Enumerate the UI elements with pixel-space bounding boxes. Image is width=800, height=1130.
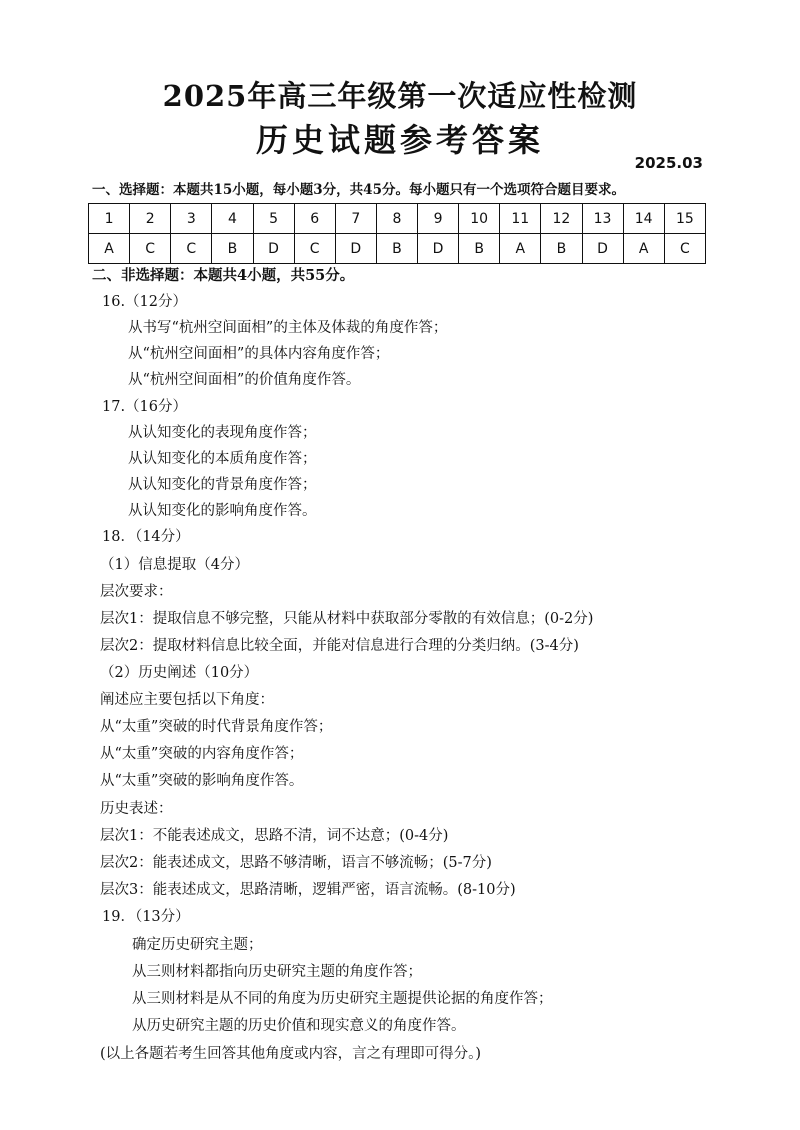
question-number-cell: 3 [171,204,212,234]
answer-cell: A [623,234,664,264]
question-number-cell: 7 [335,204,376,234]
answer-cell: D [335,234,376,264]
q18-expression-level: 层次2：能表述成文，思路不够清晰，语言不够流畅；(5-7分) [100,855,492,871]
question-number-cell: 11 [500,204,541,234]
question-number-row [89,204,706,234]
document-title: 历史试题参考答案 [255,121,544,159]
answer-cell: B [541,234,582,264]
q18-label: 18．（14分） [102,529,190,545]
question-number-cell: 2 [130,204,171,234]
q18-expression-level: 层次3：能表述成文，思路清晰，逻辑严密，语言流畅。(8-10分) [100,882,516,898]
answer-cell: C [171,234,212,264]
multiple-choice-answer-table [88,203,706,264]
q18-part1-level: 层次2：提取材料信息比较全面，并能对信息进行合理的分类归纳。(3-4分) [100,638,579,654]
q18-part1-label: （1）信息提取（4分） [100,557,249,573]
q18-part2-line: 从“太重”突破的影响角度作答。 [100,773,304,789]
q16-line: 从书写“杭州空间面相”的主体及体裁的角度作答； [128,320,448,336]
question-number-cell: 12 [541,204,582,234]
question-number-cell: 6 [294,204,335,234]
q18-part1-level: 层次1：提取信息不够完整，只能从材料中获取部分零散的有效信息；(0-2分) [100,611,594,627]
question-number-cell: 1 [89,204,130,234]
question-number-cell: 13 [582,204,623,234]
question-number-cell: 15 [664,204,705,234]
q19-line: 从三则材料都指向历史研究主题的角度作答； [132,964,422,980]
q19-line: 确定历史研究主题； [132,937,263,953]
question-number-cell: 14 [623,204,664,234]
answer-cell: B [459,234,500,264]
exam-title: 2025年高三年级第一次适应性检测 [162,79,638,113]
exam-date: 2025.03 [634,154,703,172]
q17-line: 从认知变化的影响角度作答。 [128,503,317,519]
question-number-cell: 8 [376,204,417,234]
answer-cell: C [130,234,171,264]
section1-heading: 一、选择题：本题共15小题，每小题3分，共45分。每小题只有一个选项符合题目要求。 [92,182,625,198]
q18-part2-label: （2）历史阐述（10分） [100,665,259,681]
answer-cell: B [376,234,417,264]
q19-label: 19．（13分） [102,909,190,925]
q17-line: 从认知变化的表现角度作答； [128,425,317,441]
answer-cell: D [418,234,459,264]
q17-label: 17.（16分） [102,399,188,415]
answer-cell: D [253,234,294,264]
q18-expression-label: 历史表述： [100,801,173,817]
section2-heading: 二、非选择题：本题共4小题，共55分。 [92,267,355,284]
answer-row [89,234,706,264]
answer-cell: C [294,234,335,264]
q16-line: 从“杭州空间面相”的价值角度作答。 [128,372,361,388]
answer-cell: C [664,234,705,264]
q19-line: 从历史研究主题的历史价值和现实意义的角度作答。 [132,1018,466,1034]
question-number-cell: 4 [212,204,253,234]
answer-cell: B [212,234,253,264]
question-number-cell: 5 [253,204,294,234]
answer-cell: A [500,234,541,264]
question-number-cell: 9 [418,204,459,234]
footer-note: (以上各题若考生回答其他角度或内容，言之有理即可得分。) [100,1046,482,1062]
answer-cell: D [582,234,623,264]
q18-part2-intro: 阐述应主要包括以下角度： [100,692,274,708]
q18-part2-line: 从“太重”突破的内容角度作答； [100,746,304,762]
q17-line: 从认知变化的本质角度作答； [128,451,317,467]
q16-label: 16.（12分） [102,294,188,310]
q18-level-requirement: 层次要求： [100,584,173,600]
q18-part2-line: 从“太重”突破的时代背景角度作答； [100,719,333,735]
q17-line: 从认知变化的背景角度作答； [128,477,317,493]
q18-expression-level: 层次1：不能表述成文，思路不清，词不达意；(0-4分) [100,828,449,844]
answer-cell: A [89,234,130,264]
q19-line: 从三则材料是从不同的角度为历史研究主题提供论据的角度作答； [132,991,553,1007]
question-number-cell: 10 [459,204,500,234]
q16-line: 从“杭州空间面相”的具体内容角度作答； [128,346,390,362]
